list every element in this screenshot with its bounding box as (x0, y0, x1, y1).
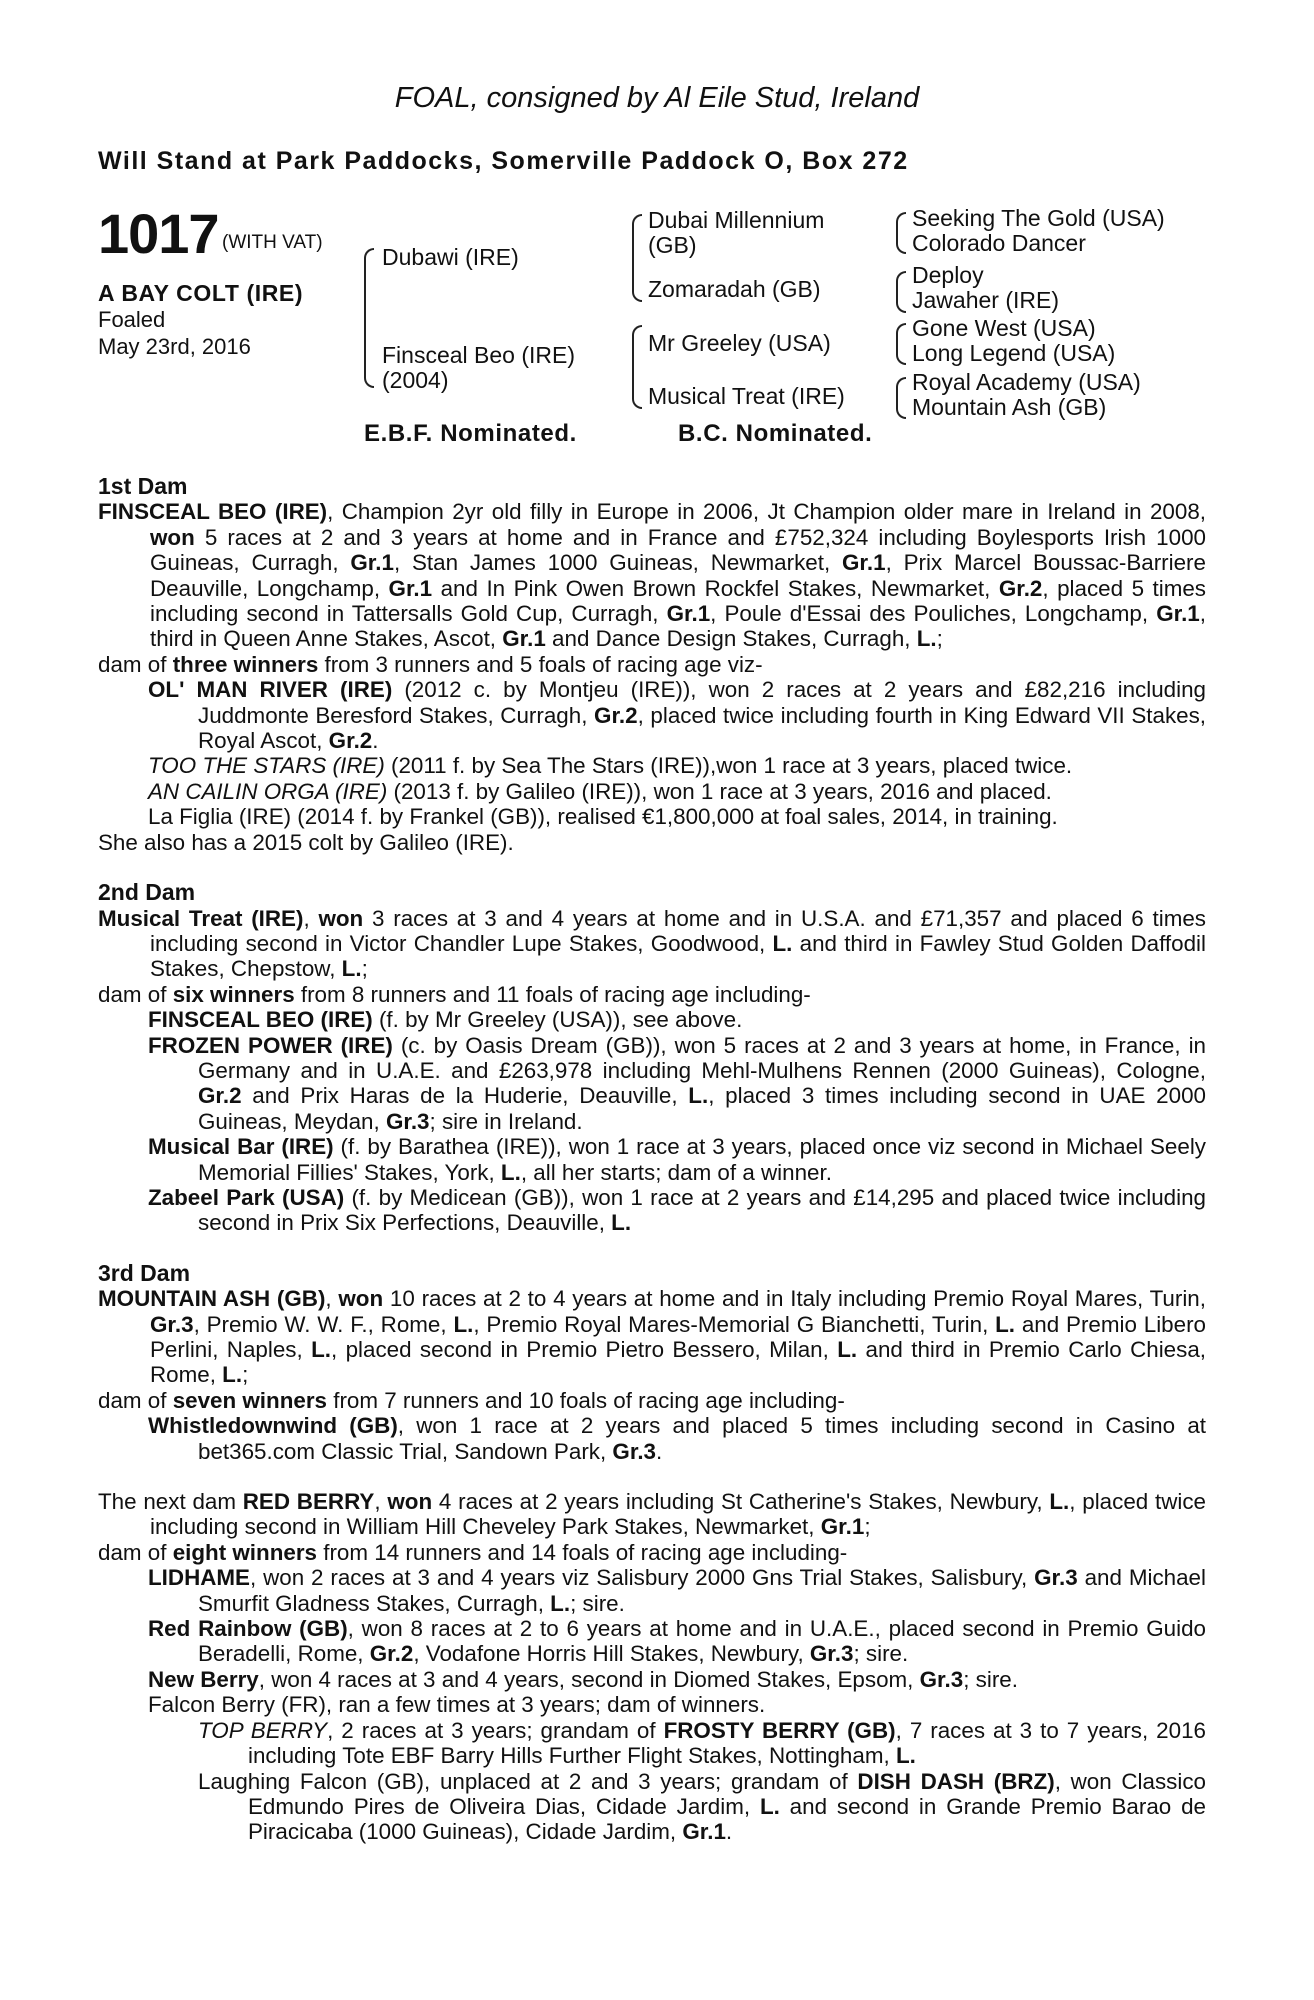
produce-item: Zabeel Park (USA) (f. by Medicean (GB)), won 1 race at 2 years and £14,295 and placed twice including second in Prix Six Perfections, Deauville, L. (148, 1184, 1206, 1236)
grand-produce-item: Laughing Falcon (GB), unplaced at 2 and 3 years; grandam of DISH DASH (BRZ), won Classico Edmundo Pires de Oliveira Dias, Cidade Jardim, L. and second in Grande Premio Barao de Piracicaba (1000 Guineas), Cidade Jardim, Gr.1. (198, 1768, 1206, 1845)
produce-item: New Berry, won 4 races at 3 and 4 years, second in Diomed Stakes, Epsom, Gr.3; sire. (148, 1666, 1018, 1692)
foaled-label: Foaled (98, 307, 166, 332)
ebf-nominated: E.B.F. Nominated. (364, 420, 577, 447)
produce-item: Falcon Berry (FR), ran a few times at 3 years; dam of winners. (148, 1692, 766, 1718)
first-dam-section (98, 474, 1206, 855)
second-dam-section (98, 880, 1206, 1236)
produce-item: Red Rainbow (GB), won 8 races at 2 to 6 years at home and in U.A.E., placed second in Premio Guido Beradelli, Rome, Gr.2, Vodafone Horris Hill Stakes, Newbury, Gr.3; sire. (148, 1616, 1207, 1667)
lot-name: A BAY COLT (IRE) (98, 280, 304, 306)
ped-dds: Royal Academy (USA) (912, 369, 1141, 395)
third-dam-section (98, 1261, 1206, 1464)
ped-sss: Seeking The Gold (USA) (912, 205, 1165, 231)
ped-sire: Dubawi (IRE) (382, 244, 519, 270)
stand-location: Will Stand at Park Paddocks, Somerville Paddock O, Box 272 (98, 147, 909, 175)
foaled-date: May 23rd, 2016 (98, 334, 251, 359)
third-dam-record: MOUNTAIN ASH (GB), won 10 races at 2 to 4 years at home and in Italy including Premio Royal Mares, Turin, Gr.3, Premio W. W. F., Rome, L., Premio Royal Mares-Memorial G Bianchetti, Turin, L. and Premio Libero Perlini, Naples, L., placed second in Premio Pietro Bessero, Milan, L. and third in Premio Carlo Chiesa, Rome, L.; (98, 1286, 1206, 1388)
first-dam-name: FINSCEAL BEO (IRE) (98, 499, 328, 525)
brace-g4 (896, 377, 906, 419)
produce-item: FINSCEAL BEO (IRE) (f. by Mr Greeley (USA)), see above. (148, 1007, 743, 1033)
produce-item: LIDHAME, won 2 races at 3 and 4 years viz Salisbury 2000 Gns Trial Stakes, Salisbury, Gr.3 and Michael Smurfit Gladness Stakes, Curragh, L.; sire. (148, 1565, 1206, 1616)
third-dam-produce-summary: dam of seven winners from 7 runners and 10 foals of racing age including- (98, 1387, 845, 1413)
foaled-info (98, 306, 251, 360)
brace-sire-parents (632, 214, 642, 302)
ped-sire-dam: Zomaradah (GB) (648, 276, 821, 302)
second-dam-heading: 2nd Dam (98, 879, 196, 906)
ped-dam-line2: (2004) (382, 367, 449, 393)
ped-dam-sire: Mr Greeley (USA) (648, 330, 831, 356)
produce-item: Musical Bar (IRE) (f. by Barathea (IRE)), won 1 race at 3 years, placed once viz second in Michael Seely Memorial Fillies' Stakes, York, L., all her starts; dam of a winner. (148, 1134, 1206, 1185)
ped-dss: Gone West (USA) (912, 315, 1096, 341)
produce-item: FROZEN POWER (IRE) (c. by Oasis Dream (GB)), won 5 races at 2 and 3 years at home, in France, in Germany and in U.A.E. and £263,978 including Mehl-Mulhens Rennen (2000 Guineas), Cologne, Gr.2 and Prix Haras de la Huderie, Deauville, L., placed 3 times including second in UAE 2000 Guineas, Meydan, Gr.3; sire in Ireland. (148, 1032, 1206, 1134)
ped-dam-dam: Musical Treat (IRE) (648, 383, 845, 409)
ped-sds: Deploy (912, 262, 984, 288)
first-dam-produce-summary: dam of three winners from 3 runners and 5 foals of racing age viz- (98, 651, 763, 677)
third-dam-heading: 3rd Dam (98, 1259, 191, 1286)
next-dam-record: The next dam RED BERRY, won 4 races at 2 years including St Catherine's Stakes, Newbury, L., placed twice including second in William Hill Cheveley Park Stakes, Newmarket, Gr.1; (98, 1489, 1206, 1540)
catalogue-title: FOAL, consigned by Al Eile Stud, Ireland (394, 82, 920, 114)
brace-g3 (896, 323, 906, 365)
ped-sire-sire-2: (GB) (648, 232, 697, 258)
ped-ddd: Mountain Ash (GB) (912, 394, 1107, 420)
ped-dam-line1: Finsceal Beo (IRE) (382, 342, 576, 368)
brace-dam-parents (632, 325, 642, 409)
second-dam-produce-summary: dam of six winners from 8 runners and 11 foals of racing age including- (98, 981, 811, 1007)
vat-note: (WITH VAT) (222, 232, 323, 253)
produce-item: La Figlia (IRE) (2014 f. by Frankel (GB)), realised €1,800,000 at foal sales, 2014, in training. (148, 804, 1058, 830)
first-dam-also: She also has a 2015 colt by Galileo (IRE). (98, 829, 514, 855)
brace-sire-dam (364, 248, 374, 388)
produce-item: TOO THE STARS (IRE) (2011 f. by Sea The Stars (IRE)),won 1 race at 3 years, placed twice. (148, 753, 1073, 779)
produce-item: Whistledownwind (GB), won 1 race at 2 years and placed 5 times including second in Casino at bet365.com Classic Trial, Sandown Park, Gr.3. (148, 1413, 1206, 1464)
dam-line-text (98, 474, 1206, 1845)
ped-dsd: Long Legend (USA) (912, 340, 1116, 366)
bc-nominated: B.C. Nominated. (678, 420, 873, 447)
next-dam-section (98, 1489, 1206, 1845)
second-dam-record: Musical Treat (IRE), won 3 races at 3 and 4 years at home and in U.S.A. and £71,357 and placed 6 times including second in Victor Chandler Lupe Stakes, Goodwood, L. and third in Fawley Stud Golden Daffodil Stakes, Chepstow, L.; (98, 905, 1206, 982)
ped-ssd: Colorado Dancer (912, 230, 1086, 256)
first-dam-heading: 1st Dam (98, 473, 188, 499)
brace-g1 (896, 212, 906, 254)
lot-number: 1017 (98, 202, 219, 265)
next-dam-produce-summary: dam of eight winners from 14 runners and 14 foals of racing age including- (98, 1539, 848, 1565)
produce-item: OL' MAN RIVER (IRE) (2012 c. by Montjeu (IRE)), won 2 races at 2 years and £82,216 including Juddmonte Beresford Stakes, Curragh, Gr.2, placed twice including fourth in King Edward VII Stakes, Royal Ascot, Gr.2. (148, 677, 1207, 754)
produce-item: AN CAILIN ORGA (IRE) (2013 f. by Galileo (IRE)), won 1 race at 3 years, 2016 and placed. (148, 778, 1052, 804)
first-dam-record: FINSCEAL BEO (IRE), Champion 2yr old filly in Europe in 2006, Jt Champion older mare in Ireland in 2008, won 5 races at 2 and 3 years at home and in France and £752,324 including Boylesports Irish 1000 Guineas, Curragh, Gr.1, Stan James 1000 Guineas, Newmarket, Gr.1, Prix Marcel Boussac-Barriere Deauville, Longchamp, Gr.1 and In Pink Owen Brown Rockfel Stakes, Newmarket, Gr.2, placed 5 times including second in Tattersalls Gold Cup, Curragh, Gr.1, Poule d'Essai des Pouliches, Longchamp, Gr.1, third in Queen Anne Stakes, Ascot, Gr.1 and Dance Design Stakes, Curragh, L.; (98, 499, 1206, 652)
grand-produce-item: TOP BERRY, 2 races at 3 years; grandam of FROSTY BERRY (GB), 7 races at 3 to 7 years, 2016 including Tote EBF Barry Hills Further Flight Stakes, Nottingham, L. (198, 1717, 1206, 1769)
brace-g2 (896, 271, 906, 313)
ped-sire-sire-1: Dubai Millennium (648, 207, 825, 233)
ped-sdd: Jawaher (IRE) (912, 287, 1059, 313)
